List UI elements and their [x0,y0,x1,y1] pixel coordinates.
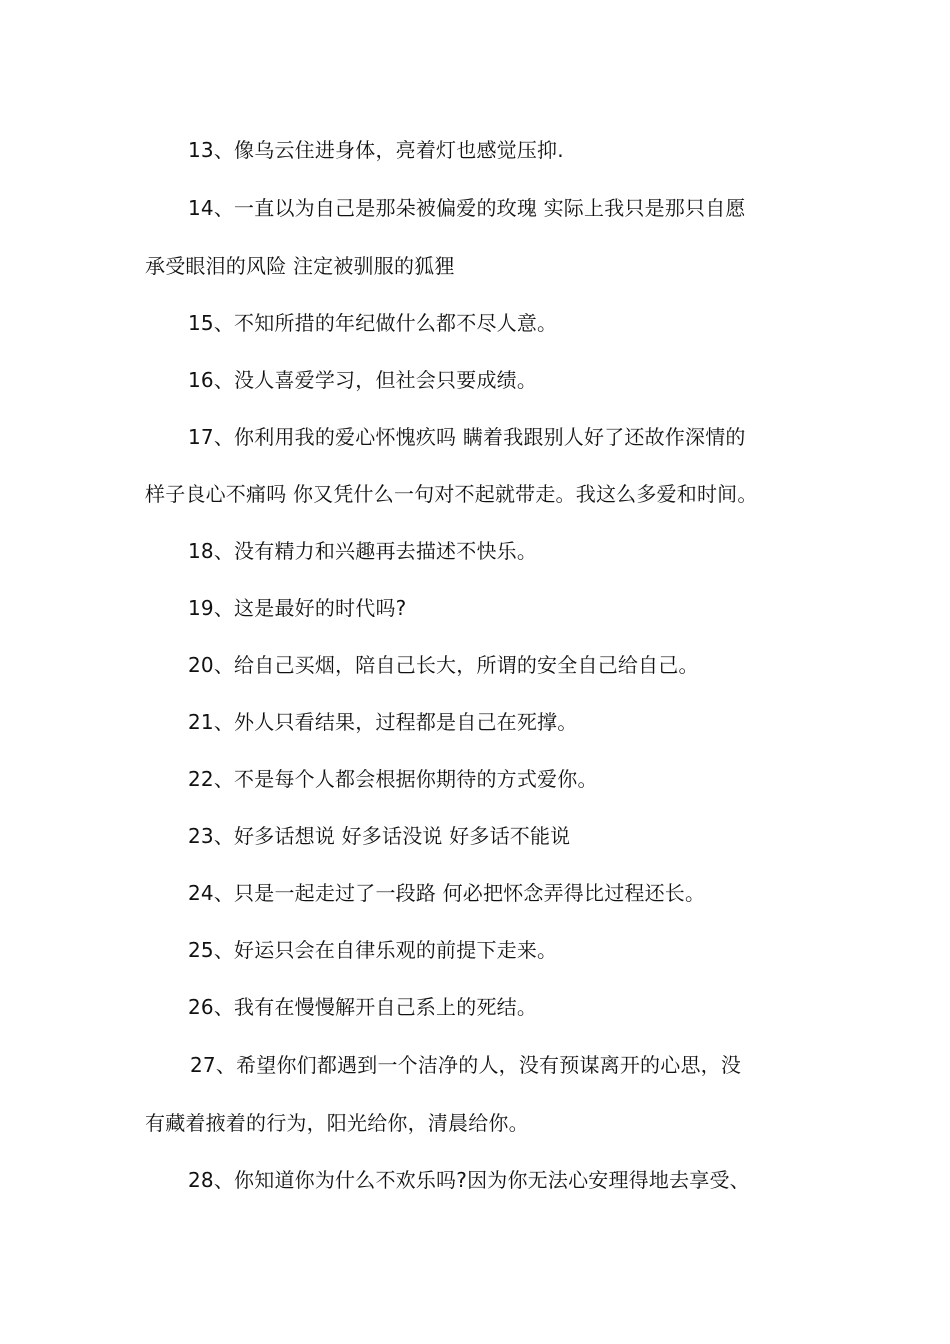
quote-21: 21、外人只看结果，过程都是自己在死撑。 [188,710,578,734]
quote-24: 24、只是一起走过了一段路 何必把怀念弄得比过程还长。 [188,881,706,905]
quote-28-line-1: 28、你知道你为什么不欢乐吗?因为你无法心安理得地去享受、 [188,1168,750,1192]
quote-27-line-1: 27、希望你们都遇到一个洁净的人，没有预谋离开的心思，没 [190,1053,742,1077]
quote-25: 25、好运只会在自律乐观的前提下走来。 [188,938,558,962]
quote-16: 16、没人喜爱学习，但社会只要成绩。 [188,368,538,392]
quote-15: 15、不知所措的年纪做什么都不尽人意。 [188,311,558,335]
quote-18: 18、没有精力和兴趣再去描述不快乐。 [188,539,538,563]
quote-19: 19、这是最好的时代吗? [188,596,407,620]
quote-20: 20、给自己买烟，陪自己长大，所谓的安全自己给自己。 [188,653,699,677]
quote-17-line-1: 17、你利用我的爱心怀愧疚吗 瞒着我跟别人好了还故作深情的 [188,425,746,449]
quote-17-line-2: 样子良心不痛吗 你又凭什么一句对不起就带走。我这么多爱和时间。 [145,482,758,506]
quote-26: 26、我有在慢慢解开自己系上的死结。 [188,995,538,1019]
quote-22: 22、不是每个人都会根据你期待的方式爱你。 [188,767,598,791]
quote-14-line-2: 承受眼泪的风险 注定被驯服的狐狸 [145,254,455,278]
quote-23: 23、好多话想说 好多话没说 好多话不能说 [188,824,571,848]
quote-13: 13、像乌云住进身体，亮着灯也感觉压抑. [188,138,564,162]
quote-14-line-1: 14、一直以为自己是那朵被偏爱的玫瑰 实际上我只是那只自愿 [188,196,746,220]
quote-27-line-2: 有藏着掖着的行为，阳光给你，清晨给你。 [145,1111,529,1135]
